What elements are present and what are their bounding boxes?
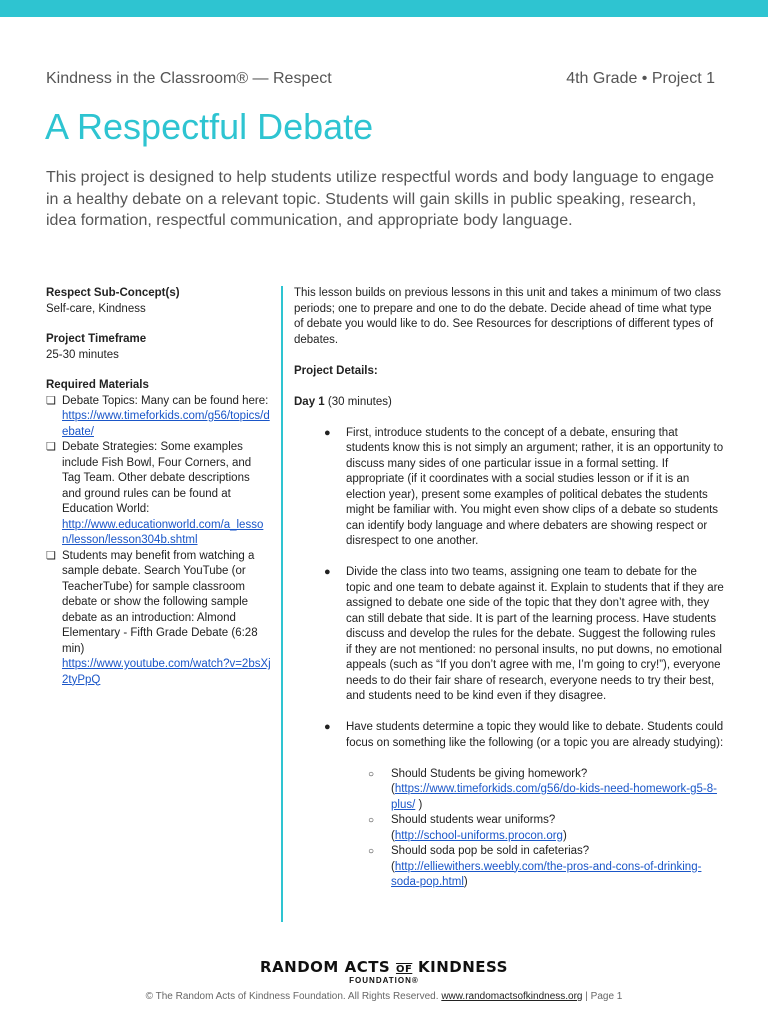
page-title: A Respectful Debate bbox=[45, 106, 374, 147]
topic-link[interactable]: https://www.timeforkids.com/g56/do-kids-need-homework-g5-8-plus/ bbox=[391, 783, 717, 811]
checkbox-icon: ❏ bbox=[46, 441, 56, 453]
series-title: Kindness in the Classroom® — Respect bbox=[46, 70, 332, 87]
bullet-text: Have students determine a topic they would like to debate. Students could focus on something like the following (or a topic you are already studying): bbox=[346, 721, 724, 749]
topic-item: ○ Should soda pop be sold in cafeterias? (http://elliewithers.weebly.com/the-pros-and-cons-of-drinking-soda-pop.html) bbox=[294, 844, 724, 891]
materials-label: Required Materials bbox=[46, 379, 149, 391]
page-footer bbox=[0, 991, 768, 1002]
page-number: | Page 1 bbox=[582, 991, 623, 1002]
material-item bbox=[46, 394, 272, 441]
topic-question: Should Students be giving homework? bbox=[391, 767, 588, 780]
material-link[interactable]: https://www.youtube.com/watch?v=2bsXj2tyPpQ bbox=[62, 658, 271, 686]
sidebar bbox=[46, 286, 272, 703]
topic-question: Should students wear uniforms? bbox=[391, 814, 556, 826]
bullet-icon: ● bbox=[324, 566, 331, 578]
topic-item: ○ Should students wear uniforms? (http://school-uniforms.procon.org) bbox=[294, 813, 724, 844]
bullet-icon: ● bbox=[324, 426, 331, 439]
timeframe-value: 25-30 minutes bbox=[46, 348, 119, 361]
timeframe-label: Project Timeframe bbox=[46, 333, 147, 345]
material-item bbox=[46, 440, 272, 549]
bullet-icon: ● bbox=[324, 721, 331, 733]
bullet-text: Divide the class into two teams, assigning one team to debate for the topic and one team to debate against it. Explain to students that if they are assigned to debate one side of the topic that they don’t agree with, they can still debate that side. It is part of the learning process. Have students discuss and develop the rules for the debate. Suggest the following rules if they are not mentioned: no personal insults, no put downs, no emotional appeals (such as “If you don’t agree with me, I’m going to cry!”), everyone needs to do their fair share of research, everyone needs to try their best, and students need to be kind even if they disagree. bbox=[346, 566, 724, 702]
logo-subtitle: FOUNDATION® bbox=[349, 976, 419, 985]
day1-duration: (30 minutes) bbox=[324, 395, 392, 408]
column-divider bbox=[281, 286, 283, 922]
list-item bbox=[294, 565, 724, 705]
day1-label: Day 1 bbox=[294, 395, 325, 408]
material-link[interactable]: http://www.educationworld.com/a_lesson/lesson/lesson304b.shtml bbox=[62, 518, 264, 546]
logo-wordmark: RANDOM ACTS OF KINDNESS bbox=[260, 958, 508, 976]
circle-bullet-icon: ○ bbox=[368, 815, 375, 826]
topic-link[interactable]: http://elliewithers.weebly.com/the-pros-and-cons-of-drinking-soda-pop.html bbox=[391, 860, 702, 888]
grade-project-label: 4th Grade • Project 1 bbox=[566, 70, 715, 87]
circle-bullet-icon: ○ bbox=[368, 846, 375, 857]
material-text: Debate Topics: Many can be found here: bbox=[62, 394, 269, 407]
copyright-text: © The Random Acts of Kindness Foundation. All Rights Reserved. bbox=[145, 991, 442, 1002]
materials-block bbox=[46, 378, 272, 688]
lead-paragraph: This lesson builds on previous lessons in this unit and takes a minimum of two class periods; one to prepare and one to do the debate. Decide ahead of time what type of debate you would like to do. See Resources for descriptions of different types of debates. bbox=[294, 287, 721, 346]
timeframe-block bbox=[46, 332, 272, 363]
subconcept-label: Respect Sub-Concept(s) bbox=[46, 287, 180, 299]
subconcept-block bbox=[46, 286, 272, 317]
footer-link[interactable]: www.randomactsofkindness.org bbox=[441, 991, 583, 1002]
foundation-logo bbox=[0, 958, 768, 985]
top-accent-bar bbox=[0, 0, 768, 17]
circle-bullet-icon: ○ bbox=[368, 768, 375, 780]
topic-question: Should soda pop be sold in cafeterias? bbox=[391, 845, 590, 857]
checkbox-icon: ❏ bbox=[46, 394, 56, 407]
subconcept-value: Self-care, Kindness bbox=[46, 302, 146, 315]
main-content bbox=[294, 286, 724, 891]
topic-link[interactable]: http://school-uniforms.procon.org bbox=[394, 829, 563, 842]
material-text: Students may benefit from watching a sample debate. Search YouTube (or TeacherTube) for sample classroom debate or show the following sample debate as an introduction: Almond Elementary - Fifth Grade Debate (6:28 min) bbox=[62, 549, 258, 655]
list-item bbox=[294, 426, 724, 550]
material-link[interactable]: https://www.timeforkids.com/g56/topics/debate/ bbox=[62, 410, 270, 438]
material-text: Debate Strategies: Some examples include Fish Bowl, Four Corners, and Tag Team. Other debate descriptions and ground rules can be found at Education World: bbox=[62, 441, 252, 515]
list-item bbox=[294, 720, 724, 751]
checkbox-icon: ❏ bbox=[46, 549, 56, 562]
topic-item: ○ Should Students be giving homework? (https://www.timeforkids.com/g56/do-kids-need-homework-g5-8-plus/ ) bbox=[294, 767, 724, 814]
intro-paragraph: This project is designed to help students utilize respectful words and body language to engage in a healthy debate on a relevant topic. Students will gain skills in public speaking, research, idea formation, respectful communication, and appropriate body language. bbox=[46, 169, 714, 229]
bullet-text: First, introduce students to the concept of a debate, ensuring that students know this is not simply an argument; rather, it is an opportunity to discuss many sides of one particular issue in a formal setting. If appropriate (if it coordinates with a social studies lesson or if it is an election year), present some examples of political debates the students might be familiar with. You might even show clips of a debate so students can identify body language and where debaters are showing respect or disrespect to one another. bbox=[346, 426, 724, 547]
day1-heading bbox=[294, 395, 724, 411]
material-item bbox=[46, 549, 272, 689]
project-details-heading: Project Details: bbox=[294, 364, 378, 377]
